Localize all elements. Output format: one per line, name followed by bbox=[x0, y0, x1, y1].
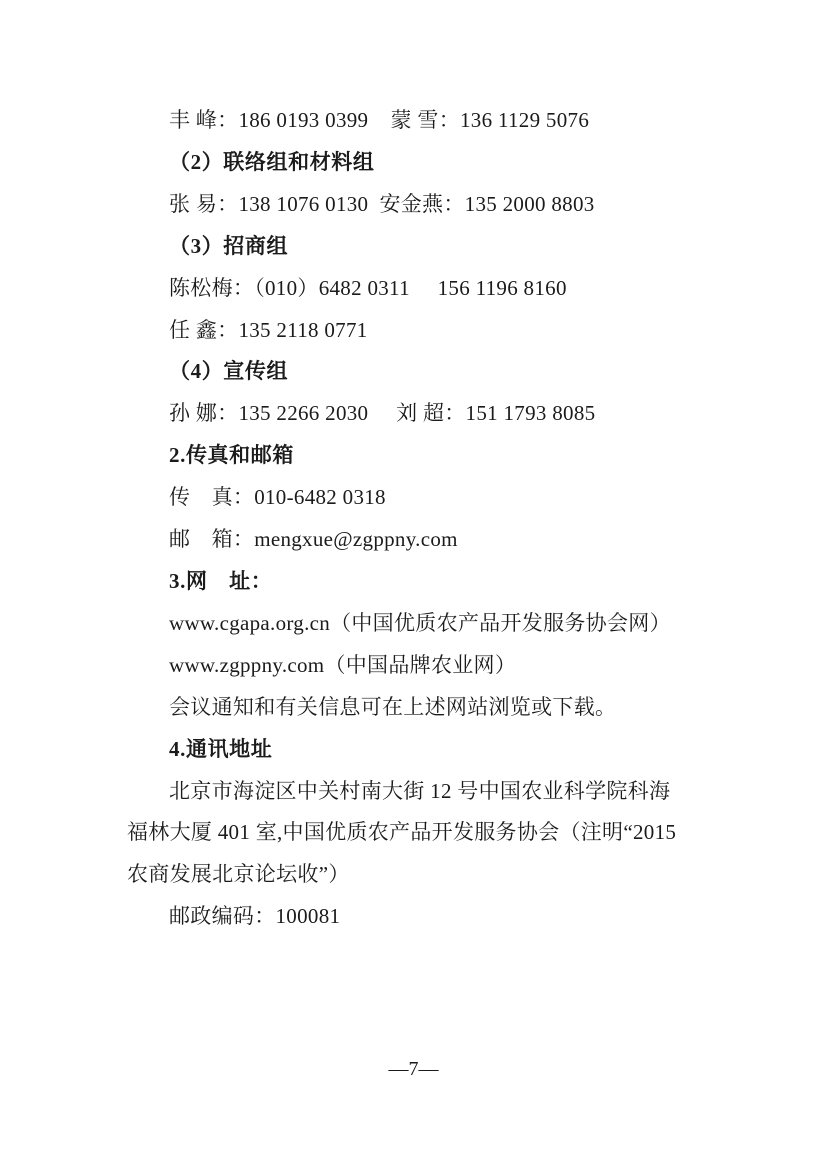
contact-line: 丰 峰：186 0193 0399 蒙 雪：136 1129 5076 bbox=[169, 108, 590, 132]
section-heading-publicity: （4）宣传组 bbox=[169, 359, 289, 384]
website-line: www.zgppny.com（中国品牌农业网） bbox=[169, 652, 517, 677]
document-content bbox=[127, 100, 713, 938]
website-note-line: 会议通知和有关信息可在上述网站浏览或下载。 bbox=[169, 694, 617, 719]
contact-line: 任 鑫：135 2118 0771 bbox=[169, 317, 368, 342]
contact-line: 陈松梅：（010）6482 0311 156 1196 8160 bbox=[169, 275, 567, 300]
address-line: 福林大厦 401 室,中国优质农产品开发服务协会（注明“2015 bbox=[127, 820, 677, 845]
email-line: 邮 箱：mengxue@zgppny.com bbox=[169, 527, 458, 552]
fax-line: 传 真：010-6482 0318 bbox=[169, 485, 386, 510]
section-heading-liaison-materials: （2）联络组和材料组 bbox=[169, 149, 375, 174]
section-heading-investment: （3）招商组 bbox=[169, 233, 289, 258]
section-heading-website: 3.网 址： bbox=[169, 568, 273, 593]
contact-line: 孙 娜：135 2266 2030 刘 超：151 1793 8085 bbox=[169, 401, 596, 426]
section-heading-fax-email: 2.传真和邮箱 bbox=[169, 443, 294, 468]
contact-line: 张 易：138 1076 0130 安金燕：135 2000 8803 bbox=[169, 191, 595, 216]
postal-code-line: 邮政编码：100081 bbox=[169, 904, 341, 929]
address-line: 农商发展北京论坛收”） bbox=[127, 862, 350, 887]
section-heading-mailing-address: 4.通讯地址 bbox=[169, 736, 273, 761]
page-number: —7— bbox=[388, 1058, 439, 1080]
address-line: 北京市海淀区中关村南大街 12 号中国农业科学院科海 bbox=[169, 778, 671, 803]
website-line: www.cgapa.org.cn（中国优质农产品开发服务协会网） bbox=[169, 610, 671, 635]
